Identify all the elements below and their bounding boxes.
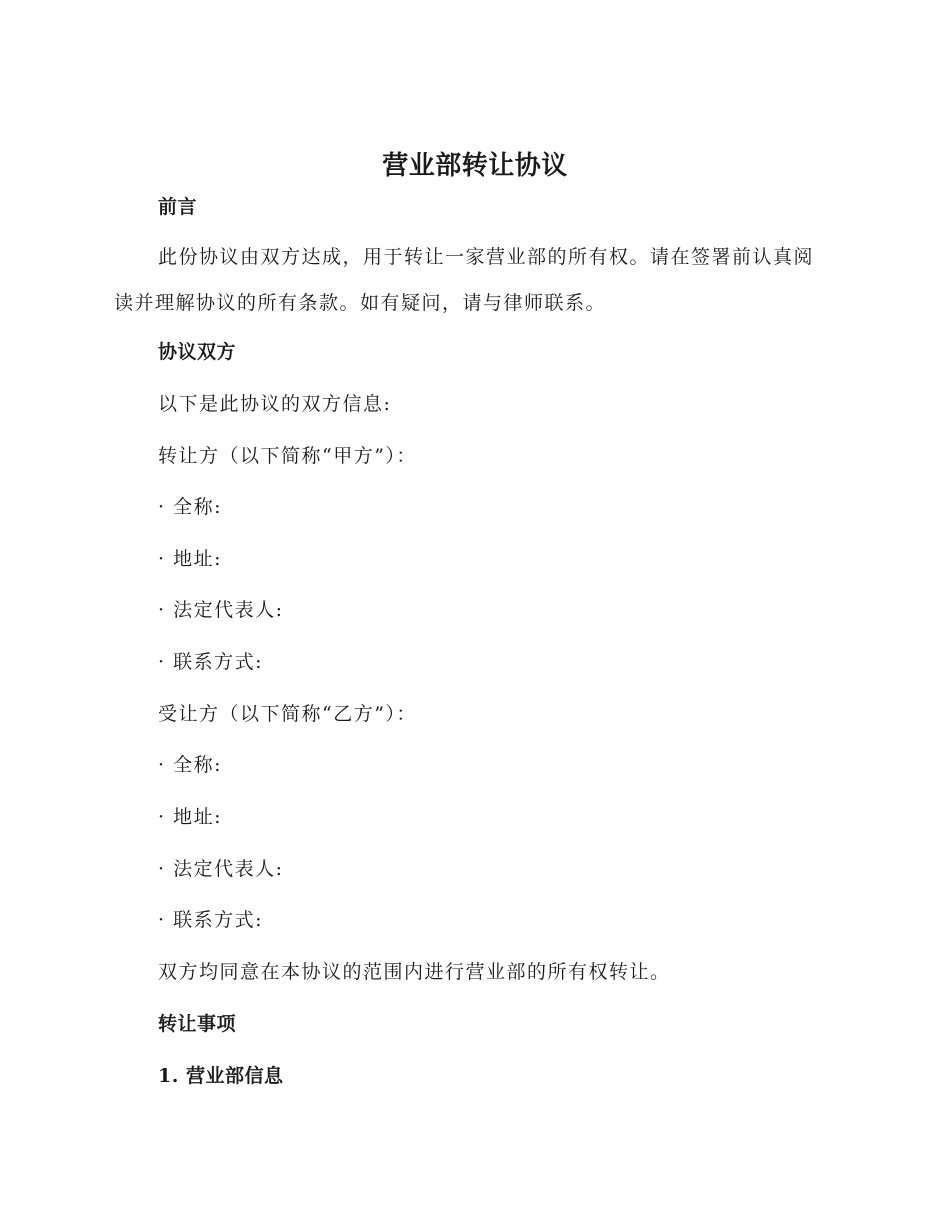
party-b-address-field: · 地址:: [158, 806, 222, 828]
transfer-item-1-heading: 1. 营业部信息: [158, 1065, 284, 1087]
preface-paragraph: 此份协议由双方达成，用于转让一家营业部的所有权。请在签署前认真阅读并理解协议的所有条款。如有疑问，请与律师联系。: [114, 246, 815, 314]
party-a-address-field: · 地址:: [158, 548, 222, 570]
party-a-fullname-field: · 全称:: [158, 496, 222, 518]
preface-heading: 前言: [158, 196, 198, 218]
parties-intro: 以下是此协议的双方信息:: [158, 393, 392, 415]
transfer-heading: 转让事项: [158, 1013, 237, 1035]
document-title: 营业部转让协议: [382, 151, 568, 181]
parties-agreement-statement: 双方均同意在本协议的范围内进行营业部的所有权转让。: [158, 961, 671, 983]
party-b-label: 受让方（以下简称“乙方”）：: [158, 703, 417, 725]
party-b-fullname-field: · 全称:: [158, 754, 222, 776]
party-b-contact-field: · 联系方式:: [158, 909, 263, 931]
party-b-legal-rep-field: · 法定代表人:: [158, 858, 284, 880]
party-a-label: 转让方（以下简称“甲方”）：: [158, 445, 417, 467]
parties-heading: 协议双方: [158, 341, 237, 363]
party-a-legal-rep-field: · 法定代表人:: [158, 599, 284, 621]
party-a-contact-field: · 联系方式:: [158, 651, 263, 673]
